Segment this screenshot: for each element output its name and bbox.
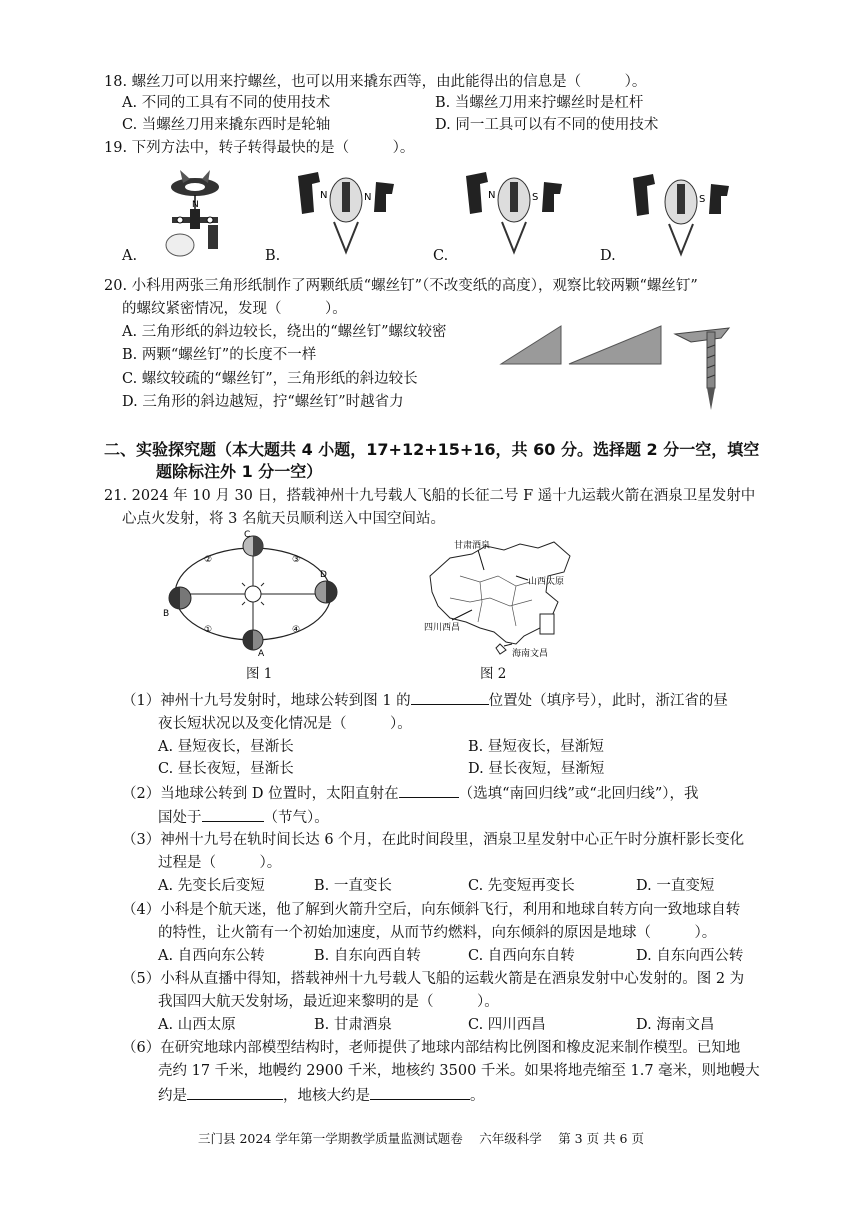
q21-p4-line1: （4）小科是个航天迷，他了解到火箭升空后，向东倾斜飞行，利用和地球自转方向一致地球自转 [122,902,741,918]
china-map-figure [420,536,580,660]
q18-option-a: A. 不同的工具有不同的使用技术 [122,95,331,111]
q21-p6-line3-b: ，地核大约是 [283,1088,370,1104]
q21-p2-blank-1[interactable] [399,783,459,798]
q21-p5-option-d: D. 海南文昌 [636,1017,715,1033]
orbit-label-a: A [258,649,265,658]
q19-stem: 19. 下列方法中，转子转得最快的是（ ）。 [104,140,415,156]
q21-p1-option-a: A. 昼短夜长，昼渐长 [158,739,294,755]
q20-option-a: A. 三角形纸的斜边较长，绕出的“螺丝钉”螺纹较密 [122,324,447,340]
q21-p4-option-a: A. 自西向东公转 [158,948,265,964]
map-label-gansu: 甘肃酒泉 [454,541,491,551]
q21-p1-blank[interactable] [411,690,489,705]
q19-option-a: A. [122,248,138,264]
orbit-label-d: D [320,570,327,580]
q18-stem: 18. 螺丝刀可以用来拧螺丝，也可以用来撬东西等，由此能得出的信息是（ ）。 [104,74,647,90]
q21-p2-blank-2[interactable] [202,807,264,822]
q21-p3-option-c: C. 先变短再变长 [468,878,575,894]
q21-p1-line1-a: （1）神州十九号发射时，地球公转到图 1 的 [122,693,411,709]
q19-c-pole-left: N [488,190,496,201]
q21-p1-option-c: C. 昼长夜短，昼渐长 [158,761,294,777]
q20-stem-line2: 的螺纹紧密情况，发现（ ）。 [122,301,347,317]
map-label-hainan: 海南文昌 [512,649,549,659]
q19-figure-d [625,170,735,260]
q19-a-pole-n: N [192,200,199,210]
orbit-label-4: ④ [292,625,301,635]
q21-p2-line2-b: （节气）。 [263,810,329,826]
page-footer: 三门县 2024 学年第一学期教学质量监测试题卷 六年级科学 第 3 页 共 6 页 [198,1131,644,1146]
q18-option-c: C. 当螺丝刀用来撬东西时是轮轴 [122,117,331,133]
q21-p2-line1-a: （2）当地球公转到 D 位置时，太阳直射在 [122,786,399,802]
q21-p6-line2: 壳约 17 千米，地幔约 2900 千米，地核约 3500 千米。如果将地壳缩至 1.7 毫米，则地幔大 [158,1063,760,1079]
q19-option-c: C. [433,248,449,264]
q21-p1-line1-b: 位置处（填序号），此时，浙江省的昼 [488,693,728,709]
figure1-caption: 图 1 [246,666,273,682]
orbit-label-c: C [244,530,251,540]
q21-p3-option-d: D. 一直变短 [636,878,715,894]
q21-p2-line2 [158,807,329,828]
q21-p2-line1-b: （选填“南回归线”或“北回归线”），我 [458,786,699,802]
q21-p2-line2-a: 国处于 [158,810,202,826]
orbit-label-2: ② [204,555,213,565]
q21-p5-option-c: C. 四川西昌 [468,1017,546,1033]
q21-p5-line1: （5）小科从直播中得知，搭载神州十九号载人飞船的运载火箭是在酒泉发射中心发射的。图 2 为 [122,971,745,987]
orbit-label-3: ③ [292,555,301,565]
q21-p3-option-b: B. 一直变长 [314,878,392,894]
q21-p6-line1: （6）在研究地球内部模型结构时，老师提供了地球内部结构比例图和橡皮泥来制作模型。已知地 [122,1040,741,1056]
q21-stem-line2: 心点火发射，将 3 名航天员顺利送入中国空间站。 [122,511,445,527]
map-label-shanxi: 山西太原 [528,577,565,587]
q18-option-b: B. 当螺丝刀用来拧螺丝时是杠杆 [435,95,644,111]
q21-p3-line2: 过程是（ ）。 [158,855,282,871]
q20-option-b: B. 两颗“螺丝钉”的长度不一样 [122,347,317,363]
q21-p1-option-d: D. 昼长夜短，昼渐短 [468,761,605,777]
q21-p3-option-a: A. 先变长后变短 [158,878,265,894]
q21-p4-line2: 的特性，让火箭有一个初始加速度，从而节约燃料，向东倾斜的原因是地球（ ）。 [158,925,717,941]
q18-option-d: D. 同一工具可以有不同的使用技术 [435,117,659,133]
q21-p5-line2: 我国四大航天发射场，最近迎来黎明的是（ ）。 [158,994,499,1010]
q19-d-pole-right: S [699,194,706,205]
figure2-caption: 图 2 [480,666,507,682]
q21-p1-line2: 夜长短状况以及变化情况是（ ）。 [158,716,412,732]
q19-figure-a [150,165,240,260]
map-label-sichuan: 四川西昌 [424,623,461,633]
q21-p4-option-c: C. 自西向东自转 [468,948,575,964]
q21-p6-line3 [158,1085,485,1106]
q21-p4-option-d: D. 自东向西公转 [636,948,744,964]
q19-figure-b [290,168,400,258]
q19-b-pole-left: N [320,190,328,201]
q21-p5-option-b: B. 甘肃酒泉 [314,1017,392,1033]
earth-orbit-figure [160,528,350,658]
q20-option-d: D. 三角形的斜边越短，拧“螺丝钉”时越省力 [122,394,404,410]
q20-option-c: C. 螺纹较疏的“螺丝钉”，三角形纸的斜边较长 [122,371,418,387]
q21-p1-line1 [122,690,728,711]
q21-p6-blank-1[interactable] [187,1085,283,1100]
q21-p6-blank-2[interactable] [370,1085,470,1100]
q21-p6-line3-a: 约是 [158,1088,187,1104]
q20-triangles-figure [495,318,745,418]
q21-p3-line1: （3）神州十九号在轨时间长达 6 个月，在此时间段里，酒泉卫星发射中心正午时分旗杆影长变化 [122,832,745,848]
q19-c-pole-right: S [532,192,539,203]
q19-option-d: D. [600,248,616,264]
q21-p1-option-b: B. 昼短夜长，昼渐短 [468,739,604,755]
q21-p5-option-a: A. 山西太原 [158,1017,236,1033]
q19-option-b: B. [265,248,281,264]
section2-heading-line1: 二、实验探究题（本大题共 4 小题，17+12+15+16，共 60 分。选择题 2 分一空，填空 [104,440,760,459]
section2-heading-line2: 题除标注外 1 分一空） [156,462,323,481]
q21-p4-option-b: B. 自东向西自转 [314,948,421,964]
orbit-label-1: ① [204,625,213,635]
q19-figure-c [458,168,568,258]
q21-stem-line1: 21. 2024 年 10 月 30 日，搭载神州十九号载人飞船的长征二号 F 遥十九运载火箭在酒泉卫星发射中 [104,488,756,504]
q19-b-pole-right: N [364,192,372,203]
orbit-label-b: B [163,609,170,619]
q20-stem-line1: 20. 小科用两张三角形纸制作了两颗纸质“螺丝钉”（不改变纸的高度），观察比较两颗“螺丝钉” [104,278,698,294]
q21-p6-line3-c: 。 [470,1088,485,1104]
q21-p2-line1 [122,783,698,804]
